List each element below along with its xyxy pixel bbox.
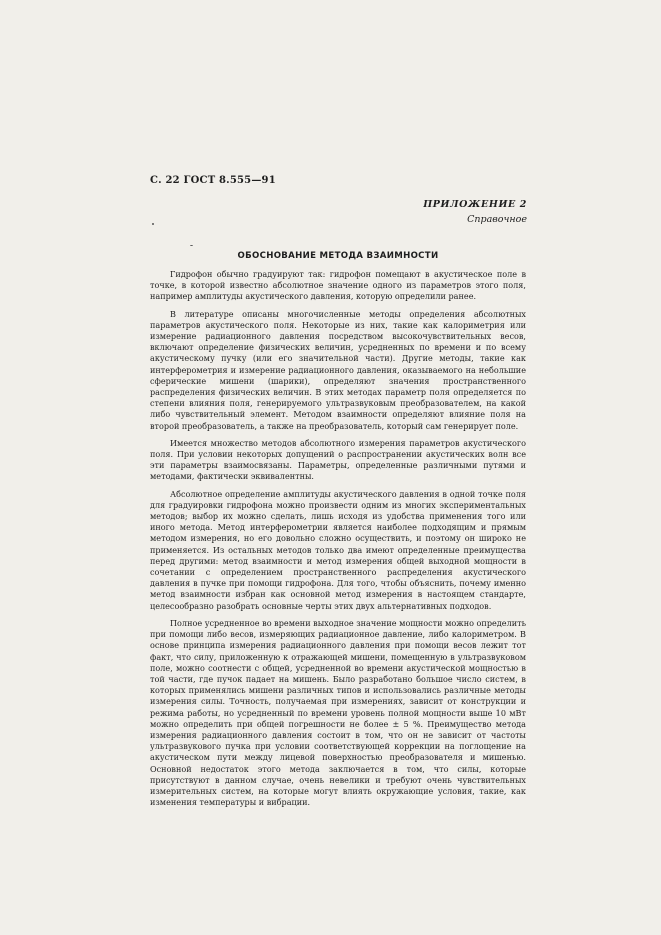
- paragraph-4: Абсолютное определение амплитуды акустического давления в одной точке поля для градуировки гидрофона можно произвести одним из многих экспериментальных методов; выбор их можно сделать, лишь исходя из удобства применения того или иного метода. Метод интерферометрии является наиболее подходящим и прямым методом измерения, но его довольно сложно осуществить, и поэтому он широко не применяется. Из остальных методов только два имеют определенные преимущества перед другими: метод взаимности и метод измерения общей выходной мощности в сочетании с определением пространственного распределения акустического давления в пучке при помощи гидрофона. Для того, чтобы объяснить, почему именно метод взаимности избран как основной метод измерения в настоящем стандарте, целесообразно разобрать основные черты этих двух альтернативных подходов.: [150, 488, 526, 611]
- scan-speck: [152, 223, 154, 225]
- appendix-title: ПРИЛОЖЕНИЕ 2: [423, 199, 527, 210]
- paragraph-1: Гидрофон обычно градуируют так: гидрофон помещают в акустическое поле в точке, в которой известно абсолютное значение одного из параметров этого поля, например амплитуды акустического давления, которую определили ранее.: [150, 269, 526, 302]
- section-title: ОБОСНОВАНИЕ МЕТОДА ВЗАИМНОСТИ: [237, 251, 439, 261]
- page-header: С. 22 ГОСТ 8.555—91: [150, 175, 276, 186]
- appendix-block: [423, 197, 527, 227]
- appendix-subtitle: Справочное: [467, 214, 527, 225]
- scan-speck: [190, 245, 193, 246]
- paragraph-5: Полное усредненное во времени выходное значение мощности можно определить при помощи либо весов, измеряющих радиационное давление, либо калориметром. В основе принципа измерения радиационного давления при помощи весов лежит тот факт, что силу, приложенную к отражающей мишени, помещенную в ультразвуковом поле, можно соотнести с общей, усредненной во времени акустической мощностью в той части, где пучок падает на мишень. Было разработано большое число систем, в которых применялись мишени различных типов и использовались различные методы измерения силы. Точность, получаемая при измерениях, зависит от конструкции и режима работы, но усредненный по времени уровень полной мощности выше 10 мВт можно определить при общей погрешности не более ± 5 %. Преимущество метода измерения радиационного давления состоит в том, что он не зависит от частоты ультразвукового пучка при условии соответствующей коррекции на поглощение на акустическом пути между лицевой поверхностью преобразователя и мишенью. Основной недостаток этого метода заключается в том, что силы, которые присутствуют в данном случае, очень невелики и требуют очень чувствительных измерительных систем, на которые могут влиять окружающие условия, такие, как изменения температуры и вибрации.: [150, 617, 526, 808]
- paragraph-3: Имеется множество методов абсолютного измерения параметров акустического поля. При условии некоторых допущений о распространении акустических волн все эти параметры взаимосвязаны. Параметры, определенные различными путями и методами, фактически эквивалентны.: [150, 437, 526, 482]
- document-body: [150, 269, 526, 814]
- paragraph-2: В литературе описаны многочисленные методы определения абсолютных параметров акустического поля. Некоторые из них, такие как калориметрия или измерение радиационного давления посредством высокочувствительных весов, включают определение физических величин, усредненных по времени и по всему акустическому пучку (или его значительной части). Другие методы, такие как интерферометрия и измерение радиационного давления, оказываемого на небольшие сферические мишени (шарики), определяют значения пространственного распределения физических величин. В этих методах параметр поля определяется по степени влияния поля, генерируемого ультразвуковым преобразователем, на какой либо чувствительный элемент. Методом взаимности определяют влияние поля на второй преобразователь, а также на преобразователь, который сам генерирует поле.: [150, 308, 526, 431]
